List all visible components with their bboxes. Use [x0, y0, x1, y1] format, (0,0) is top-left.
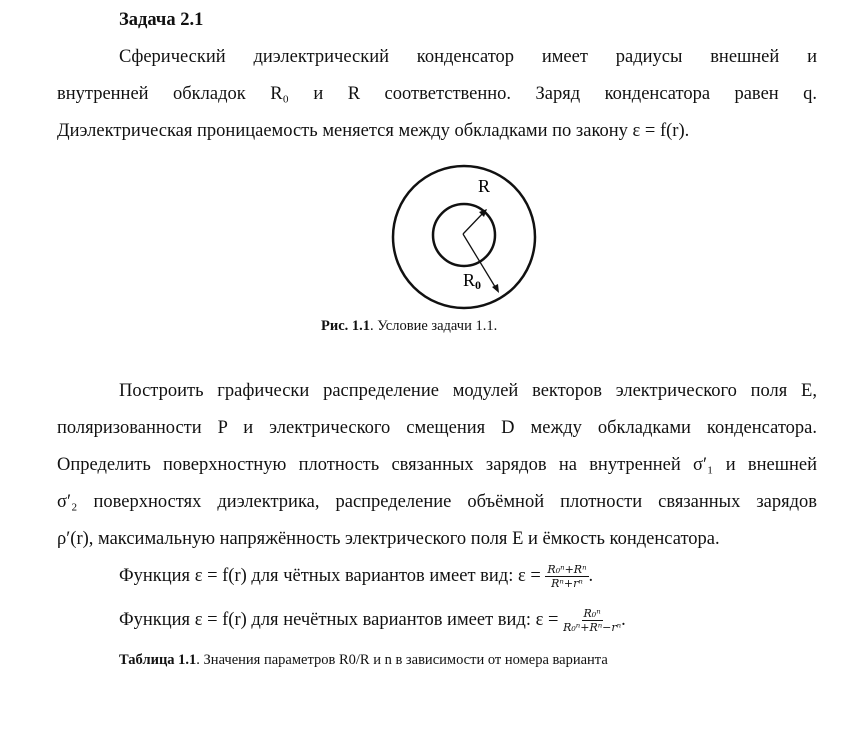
function-odd: Функция ε = f(r) для нечётных вариантов имеет вид: ε = $\frac{\text{R₀ⁿ}}{\text{R₀ⁿ+Rⁿ−rⁿ}}$ . [119, 607, 626, 635]
task-line: Определить поверхностную плотность связанных зарядов на внутренней σ′₁ и внешней [57, 455, 817, 475]
capacitor-figure [380, 160, 550, 310]
task-line: Построить графически распределение модулей векторов электрического поля E, [119, 381, 817, 401]
task-line: ρ′(r), максимальную напряжённость электрического поля E и ёмкость конденсатора. [57, 529, 720, 549]
function-even: Функция ε = f(r) для чётных вариантов имеет вид: ε = $\frac{\text{R₀ⁿ+Rⁿ}}{\text{Rⁿ+rⁿ}}$ . [119, 563, 594, 591]
label-R: R [478, 176, 491, 196]
intro-line: внутренней обкладок R₀ и R соответственно. Заряд конденсатора равен q. [57, 84, 817, 104]
task-line: σ′₂ поверхностях диэлектрика, распределение объёмной плотности связанных зарядов [57, 492, 817, 512]
intro-line: Сферический диэлектрический конденсатор имеет радиусы внешней и [119, 47, 817, 67]
label-R0: R0 [463, 270, 482, 292]
intro-line: Диэлектрическая проницаемость меняется между обкладками по закону ε = f(r). [57, 121, 690, 141]
task-line: поляризованности P и электрического смещения D между обкладками конденсатора. [57, 418, 817, 438]
figure-caption: Рис. 1.1. Условие задачи 1.1. [321, 318, 498, 334]
task-title: Задача 2.1 [119, 10, 204, 30]
table-caption: Таблица 1.1. Значения параметров R0/R и n в зависимости от номера варианта [119, 652, 608, 668]
